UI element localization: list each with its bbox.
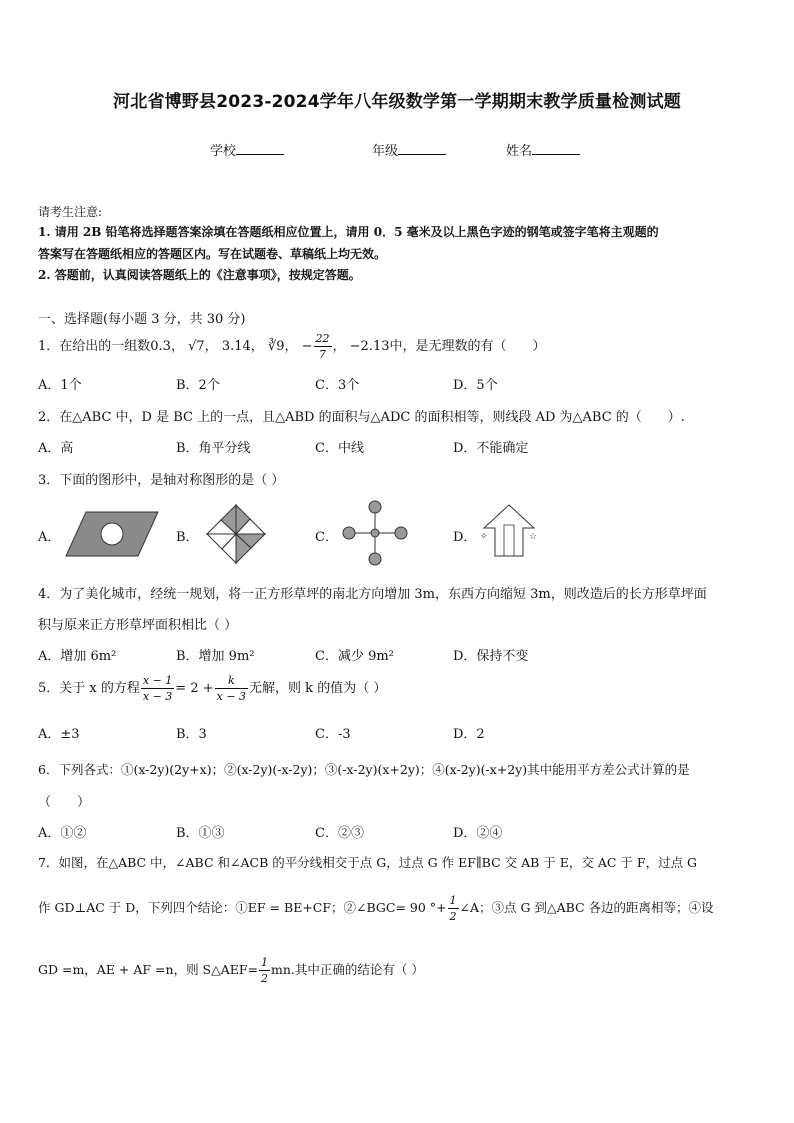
q6-option-c: C．②③	[315, 826, 364, 841]
q1-option-b: B．2个	[176, 378, 220, 393]
q2-option-d: D．不能确定	[453, 441, 529, 456]
q5-suffix: 无解，则 k 的值为（ ）	[249, 681, 387, 696]
q1-option-d: D．5个	[453, 378, 498, 393]
question-4-line-1: 4．为了美化城市，经统一规划，将一正方形草坪的南北方向增加 3m，东西方向缩短 3m，则改造后的长方形草坪面	[38, 587, 707, 602]
q5-option-b: B．3	[176, 727, 207, 742]
q6-option-b: B．①③	[176, 826, 225, 841]
question-4-line-2: 积与原来正方形草坪面积相比（ ）	[38, 618, 238, 633]
figure-c-cross-circles	[340, 500, 410, 566]
figure-a-parallelogram	[64, 509, 160, 559]
q4-option-b: B．增加 9m²	[176, 649, 255, 664]
q3-label-b: B．	[176, 530, 199, 545]
notice-item-1-line-2: 答案写在答题纸相应的答题区内。写在试题卷、草稿纸上均无效。	[38, 247, 387, 261]
q4-option-a: A．增加 6m²	[38, 649, 117, 664]
notice-item-2: 2. 答题前，认真阅读答题纸上的《注意事项》，按规定答题。	[38, 268, 361, 282]
q5-middle: = 2 +	[175, 681, 214, 696]
q1-number-3: 3.14	[221, 339, 251, 354]
question-1: 1．在给出的一组数0.3， √7， 3.14， ∛9， − $\frac{22}{7}$ ， −2.13中，是无理数的有（ ）	[38, 332, 546, 361]
q4-option-c: C．减少 9m²	[315, 649, 394, 664]
figure-d-arrow-shape	[478, 503, 540, 559]
q1-minus-sign: −	[301, 339, 313, 354]
q5-option-d: D．2	[453, 727, 485, 742]
q7-half-numerator: 1	[449, 894, 457, 907]
school-label: 学校	[210, 144, 237, 159]
q2-option-a: A．高	[38, 441, 74, 456]
q1-number-1: 0.3	[150, 339, 171, 354]
q5-fraction-2-denominator: x − 3	[216, 690, 247, 703]
q5-option-a: A．±3	[38, 727, 80, 742]
q7-line-2-start: 作 GD⊥AC 于 D，下列四个结论：①EF = BE+CF；②∠BGC= 90 °+	[38, 900, 447, 915]
notice-item-1-line-1: 1. 请用 2B 铅笔将选择题答案涂填在答题纸相应位置上，请用 0．5 毫米及以上黑色字迹的钢笔或签字笔将主观题的	[38, 225, 659, 239]
q5-prefix: 5．关于 x 的方程	[38, 681, 140, 696]
q1-number-2: √7	[188, 339, 205, 354]
q4-option-d: D．保持不变	[453, 649, 529, 664]
school-blank	[236, 141, 284, 155]
question-5	[38, 672, 386, 706]
q1-option-c: C．3个	[315, 378, 360, 393]
q1-number-6: −2.13	[349, 339, 390, 354]
q7-line-3-fraction	[259, 957, 270, 984]
q2-option-b: B．角平分线	[176, 441, 251, 456]
q7-line-3-start: GD =m，AE + AF =n，则 S△AEF=	[38, 962, 259, 977]
q3-label-d: D．	[453, 530, 477, 545]
q1-option-a: A．1个	[38, 378, 82, 393]
q7-line-3-denominator: 2	[261, 972, 269, 985]
grade-blank	[398, 141, 446, 155]
grade-label: 年级	[372, 144, 399, 159]
q1-prefix: 1．在给出的一组数	[38, 339, 151, 354]
school-field	[210, 140, 284, 159]
q1-fraction-denominator: 7	[319, 348, 327, 361]
q7-line-3-numerator: 1	[261, 956, 269, 969]
star-left-icon: ✧	[480, 532, 488, 542]
q7-half-denominator: 2	[449, 910, 457, 923]
q6-option-d: D．②④	[453, 826, 503, 841]
question-7-line-2	[38, 888, 714, 928]
star-right-icon: ☆	[529, 532, 538, 542]
notice-heading: 请考生注意:	[38, 205, 103, 219]
q7-line-2-end: ∠A；③点 G 到△ABC 各边的距离相等；④设	[459, 900, 714, 915]
question-6-line-2: （ ）	[38, 795, 91, 810]
q2-option-c: C．中线	[315, 441, 364, 456]
question-3: 3．下面的图形中，是轴对称图形的是（ ）	[38, 473, 285, 488]
name-blank	[532, 141, 580, 155]
question-7-line-3	[38, 950, 424, 990]
section-heading: 一、选择题(每小题 3 分，共 30 分)	[38, 312, 246, 327]
q6-option-a: A．①②	[38, 826, 87, 841]
q7-line-3-end: mn.其中正确的结论有（ ）	[271, 962, 424, 977]
q5-fraction-1-denominator: x − 3	[142, 690, 173, 703]
q1-fraction	[314, 333, 332, 360]
q1-suffix: 中，是无理数的有（ ）	[389, 339, 546, 354]
q1-fraction-numerator: 22	[315, 332, 330, 345]
question-2: 2．在△ABC 中，D 是 BC 上的一点，且△ABD 的面积与△ADC 的面积相等，则线段 AD 为△ABC 的（ ）.	[38, 410, 685, 425]
question-7-line-1: 7．如图，在△ABC 中，∠ABC 和∠ACB 的平分线相交于点 G，过点 G 作 EF∥BC 交 AB 于 E，交 AC 于 F，过点 G	[38, 855, 698, 870]
page-title: 河北省博野县2023-2024学年八年级数学第一学期期末教学质量检测试题	[113, 92, 681, 112]
q5-option-c: C．-3	[315, 727, 351, 742]
q5-fraction-1	[141, 675, 174, 702]
q3-label-a: A．	[38, 530, 61, 545]
q5-fraction-2	[215, 675, 248, 702]
figure-b-pinwheel	[205, 503, 267, 565]
question-6-line-1: 6．下列各式：①(x-2y)(2y+x)；②(x-2y)(-x-2y)；③(-x-2y)(x+2y)；④(x-2y)(-x+2y)其中能用平方差公式计算的是	[38, 762, 690, 777]
q5-fraction-1-numerator: x − 1	[142, 674, 173, 687]
name-field	[506, 140, 580, 159]
q1-number-4: ∛9	[267, 339, 285, 354]
grade-field	[372, 140, 446, 159]
q3-label-c: C．	[315, 530, 338, 545]
name-label: 姓名	[506, 144, 533, 159]
q5-fraction-2-numerator: k	[215, 675, 248, 689]
q7-half-fraction	[448, 895, 459, 922]
